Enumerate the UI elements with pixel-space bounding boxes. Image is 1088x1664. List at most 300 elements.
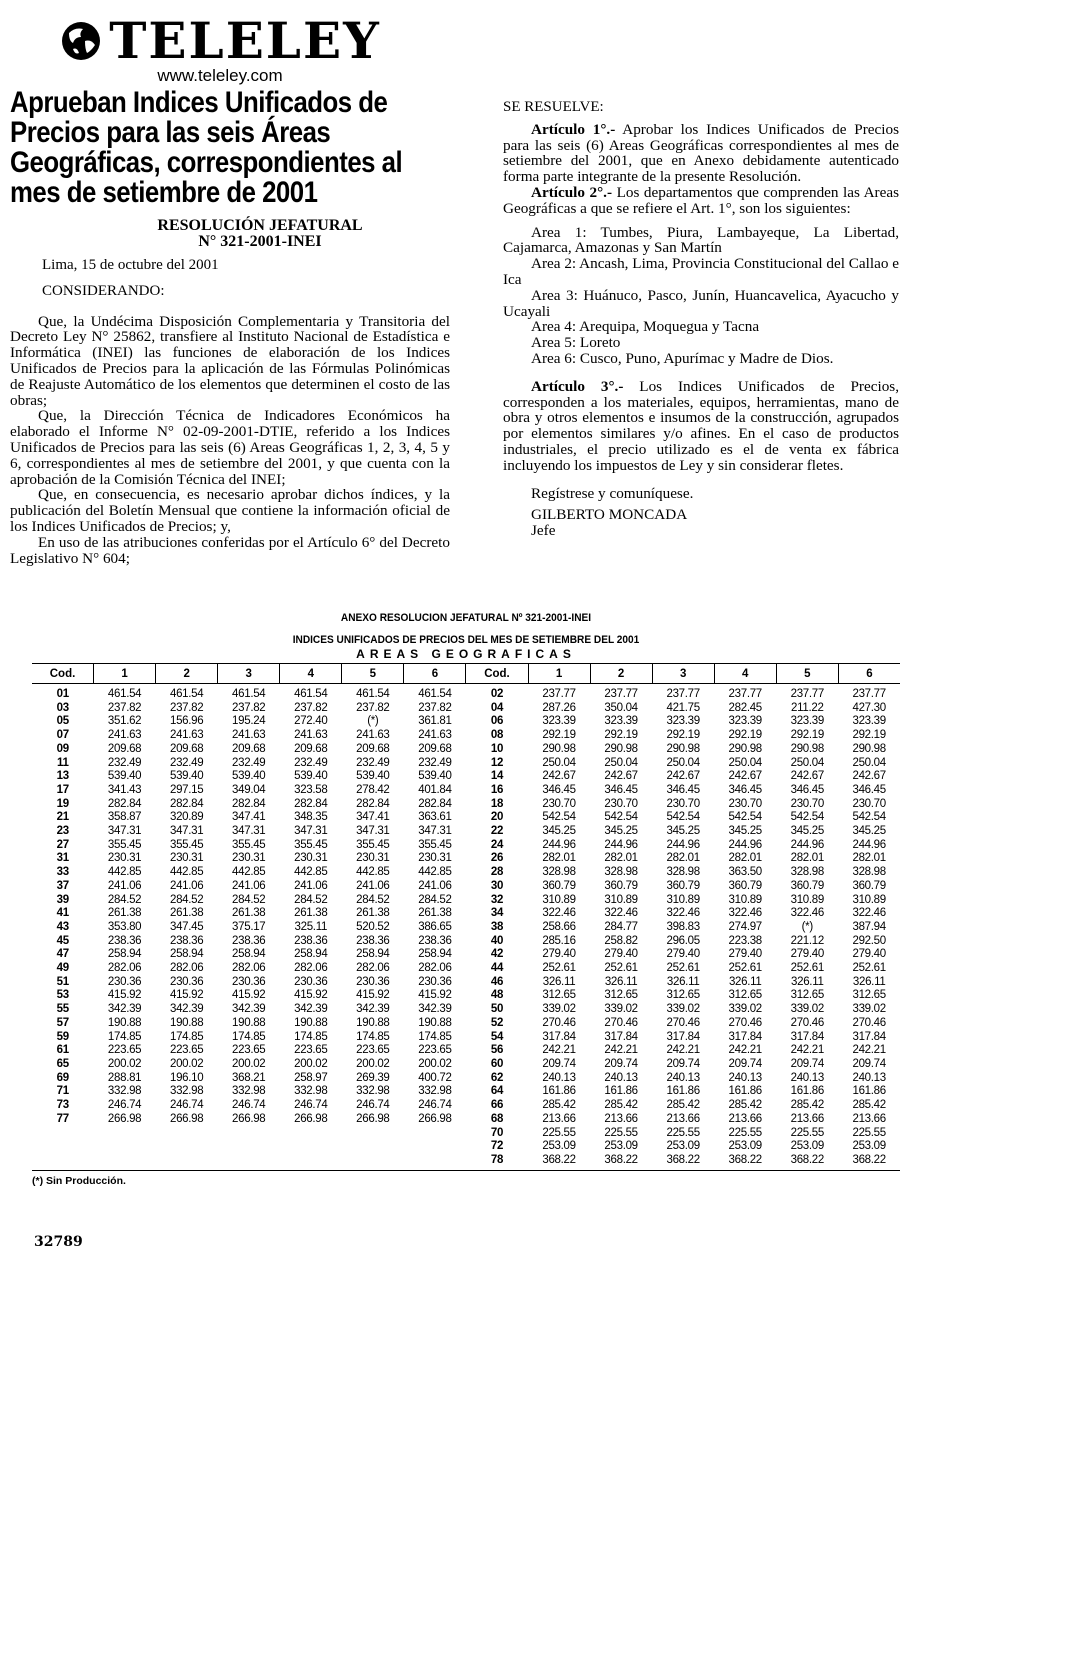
index-cell: 461.54 bbox=[232, 688, 266, 700]
index-cell: 290.98 bbox=[604, 742, 638, 755]
date-line: Lima, 15 de octubre del 2001 bbox=[42, 257, 219, 273]
table-row bbox=[32, 976, 900, 990]
table-row bbox=[32, 1113, 900, 1127]
index-cell: 282.06 bbox=[169, 962, 204, 975]
index-cell: 282.01 bbox=[666, 852, 700, 865]
empty-cell bbox=[94, 1140, 156, 1154]
index-cell: 238.36 bbox=[356, 934, 390, 947]
index-cell: 278.42 bbox=[356, 783, 390, 796]
index-cell: 258.94 bbox=[418, 948, 452, 961]
code-cell: 68 bbox=[490, 1112, 504, 1125]
index-cell: 209.74 bbox=[728, 1057, 762, 1070]
index-cell: 347.31 bbox=[356, 825, 390, 838]
index-cell: 241.06 bbox=[169, 879, 204, 892]
code-cell: 33 bbox=[56, 866, 69, 879]
index-cell: 230.36 bbox=[294, 975, 328, 988]
table-row bbox=[32, 784, 900, 798]
code-cell: 28 bbox=[490, 866, 504, 879]
index-cell: 232.49 bbox=[169, 756, 204, 769]
index-cell: 223.65 bbox=[294, 1044, 328, 1057]
code-cell: 20 bbox=[490, 811, 504, 824]
index-cell: 237.77 bbox=[728, 688, 762, 700]
index-cell: 253.09 bbox=[790, 1140, 824, 1153]
code-cell: 53 bbox=[56, 989, 69, 1002]
paragraph: Que, la Undécima Disposición Complementaria y Transitoria del Decreto Ley N° 25862, transfiere al Instituto Nacional de Estadística e Informática (INEI) las funciones de elaboración de los Indices Unificados de Precios para la aplicación de las Fórmulas Polinómicas de Reajuste Automático de los elementos que determinen el costo de las obras; bbox=[10, 312, 450, 409]
area-item: Area 6: Cusco, Puno, Apurímac y Madre de Dios. bbox=[531, 349, 834, 367]
index-cell: 328.98 bbox=[790, 866, 824, 879]
index-cell: 244.96 bbox=[542, 838, 576, 851]
code-cell: 40 bbox=[490, 934, 504, 947]
index-cell: 174.85 bbox=[169, 1030, 204, 1043]
index-cell: 312.65 bbox=[604, 989, 638, 1002]
code-cell: 34 bbox=[490, 907, 504, 920]
index-cell: 258.82 bbox=[604, 934, 638, 947]
index-cell: 539.40 bbox=[418, 770, 452, 783]
index-cell: 225.55 bbox=[542, 1126, 576, 1139]
table-row bbox=[32, 1140, 900, 1154]
table-row bbox=[32, 798, 900, 812]
resolution-number: N° 321-2001-INEI bbox=[198, 233, 322, 250]
index-cell: 342.39 bbox=[232, 1003, 266, 1016]
index-cell: 360.79 bbox=[728, 879, 762, 892]
index-cell: 461.54 bbox=[107, 688, 142, 700]
index-cell: 360.79 bbox=[542, 879, 576, 892]
index-cell: 200.02 bbox=[169, 1057, 204, 1070]
index-cell: 312.65 bbox=[852, 989, 886, 1002]
index-cell: 332.98 bbox=[107, 1085, 142, 1098]
index-cell: 230.36 bbox=[356, 975, 390, 988]
code-cell: 14 bbox=[490, 770, 504, 783]
index-cell: 258.94 bbox=[232, 948, 266, 961]
index-cell: 342.39 bbox=[356, 1003, 390, 1016]
empty-cell bbox=[280, 1140, 342, 1154]
considerando-paragraphs bbox=[10, 314, 450, 567]
index-cell: 266.98 bbox=[356, 1112, 390, 1125]
code-cell: 70 bbox=[490, 1126, 504, 1139]
index-cell: 161.86 bbox=[542, 1085, 576, 1098]
index-cell: 317.84 bbox=[728, 1030, 762, 1043]
index-cell: 282.84 bbox=[107, 797, 142, 810]
index-cell: 461.54 bbox=[418, 688, 452, 700]
index-cell: 190.88 bbox=[107, 1016, 142, 1029]
index-cell: 368.22 bbox=[838, 1154, 900, 1170]
code-cell: 50 bbox=[490, 1003, 504, 1016]
table-row bbox=[32, 1072, 900, 1086]
index-cell: 240.13 bbox=[542, 1071, 576, 1084]
index-cell: 209.68 bbox=[418, 742, 452, 755]
index-cell: 368.21 bbox=[232, 1071, 266, 1084]
index-cell: 346.45 bbox=[728, 783, 762, 796]
index-cell: 282.84 bbox=[356, 797, 390, 810]
index-cell: 237.82 bbox=[232, 701, 266, 714]
index-cell: 461.54 bbox=[169, 688, 204, 700]
index-cell: 442.85 bbox=[232, 866, 266, 879]
index-cell: 285.42 bbox=[542, 1099, 576, 1112]
code-cell: 55 bbox=[56, 1003, 69, 1016]
index-cell: 322.46 bbox=[604, 907, 638, 920]
code-cell: 06 bbox=[490, 715, 504, 728]
index-cell: 230.70 bbox=[790, 797, 824, 810]
code-cell: 42 bbox=[490, 948, 504, 961]
index-cell: 328.98 bbox=[666, 866, 700, 879]
index-cell: 253.09 bbox=[666, 1140, 700, 1153]
index-cell: 539.40 bbox=[107, 770, 142, 783]
index-cell: 246.74 bbox=[418, 1099, 452, 1112]
index-cell: 539.40 bbox=[169, 770, 204, 783]
index-cell: 279.40 bbox=[666, 948, 700, 961]
index-cell: 190.88 bbox=[356, 1016, 390, 1029]
index-cell: 282.84 bbox=[232, 797, 266, 810]
index-cell: 317.84 bbox=[666, 1030, 700, 1043]
index-cell: 270.46 bbox=[604, 1016, 638, 1029]
column-header: 3 bbox=[652, 664, 714, 684]
index-cell: 347.31 bbox=[169, 825, 204, 838]
index-cell: 368.22 bbox=[776, 1154, 838, 1170]
index-cell: 312.65 bbox=[542, 989, 576, 1002]
index-cell: 174.85 bbox=[294, 1030, 328, 1043]
index-cell: 323.39 bbox=[542, 715, 576, 728]
code-cell: 32 bbox=[490, 893, 504, 906]
article-2-text: Los departamentos que comprenden las Areas Geográficas a que se refiere el Art. 1°, son los siguientes: bbox=[503, 183, 900, 217]
considerando-label: CONSIDERANDO: bbox=[42, 282, 165, 299]
index-cell: 225.55 bbox=[666, 1126, 700, 1139]
table-row bbox=[32, 852, 900, 866]
code-cell: 07 bbox=[56, 729, 69, 742]
left-column bbox=[10, 88, 450, 566]
index-cell: 241.63 bbox=[294, 729, 328, 742]
index-cell: 284.52 bbox=[169, 893, 204, 906]
column-header: 6 bbox=[404, 664, 466, 684]
code-cell: 01 bbox=[56, 688, 69, 700]
index-cell: 461.54 bbox=[356, 688, 390, 700]
index-cell: 246.74 bbox=[232, 1099, 266, 1112]
index-cell: 274.97 bbox=[728, 920, 762, 933]
index-cell: 213.66 bbox=[666, 1112, 700, 1125]
index-cell: 326.11 bbox=[728, 975, 762, 988]
index-cell: 237.77 bbox=[542, 688, 576, 700]
index-cell: 174.85 bbox=[418, 1030, 452, 1043]
index-cell: 242.21 bbox=[728, 1044, 762, 1057]
index-cell: 230.31 bbox=[418, 852, 452, 865]
index-cell: 355.45 bbox=[107, 838, 142, 851]
index-cell: 252.61 bbox=[852, 962, 886, 975]
index-cell: 346.45 bbox=[852, 783, 886, 796]
website-url[interactable]: www.teleley.com bbox=[157, 66, 283, 85]
index-cell: 290.98 bbox=[666, 742, 700, 755]
index-cell: 442.85 bbox=[107, 866, 142, 879]
index-cell: 209.68 bbox=[107, 742, 142, 755]
index-cell: (*) bbox=[367, 715, 379, 728]
index-cell: 250.04 bbox=[852, 756, 886, 769]
index-cell: 240.13 bbox=[728, 1071, 762, 1084]
index-cell: 322.46 bbox=[728, 907, 762, 920]
index-cell: 241.63 bbox=[418, 729, 452, 742]
index-cell: 332.98 bbox=[418, 1085, 452, 1098]
index-cell: 223.65 bbox=[107, 1044, 142, 1057]
code-cell: 71 bbox=[56, 1085, 69, 1098]
table-row bbox=[32, 715, 900, 729]
index-cell: 349.04 bbox=[232, 783, 266, 796]
code-cell: 19 bbox=[56, 797, 69, 810]
index-cell: 290.98 bbox=[852, 742, 886, 755]
empty-cell bbox=[342, 1154, 404, 1170]
column-header: 6 bbox=[838, 664, 900, 684]
index-cell: 345.25 bbox=[728, 825, 762, 838]
code-cell: 02 bbox=[490, 688, 504, 700]
logo bbox=[55, 11, 385, 70]
index-cell: 244.96 bbox=[852, 838, 886, 851]
index-cell: 282.06 bbox=[294, 962, 328, 975]
index-cell: 250.04 bbox=[542, 756, 576, 769]
index-cell: 242.21 bbox=[542, 1044, 576, 1057]
index-cell: 292.19 bbox=[604, 729, 638, 742]
code-cell: 52 bbox=[490, 1016, 504, 1029]
index-cell: 292.19 bbox=[790, 729, 824, 742]
index-cell: 230.31 bbox=[232, 852, 266, 865]
empty-cell bbox=[280, 1154, 342, 1170]
index-cell: 282.01 bbox=[852, 852, 886, 865]
index-cell: 209.74 bbox=[852, 1057, 886, 1070]
code-cell: 65 bbox=[56, 1057, 69, 1070]
index-cell: 332.98 bbox=[356, 1085, 390, 1098]
index-cell: 237.82 bbox=[356, 701, 390, 714]
index-cell: 225.55 bbox=[604, 1126, 638, 1139]
index-cell: 252.61 bbox=[604, 962, 638, 975]
index-cell: 442.85 bbox=[356, 866, 390, 879]
index-cell: 363.61 bbox=[418, 811, 452, 824]
index-cell: 279.40 bbox=[852, 948, 886, 961]
index-cell: 252.61 bbox=[666, 962, 700, 975]
code-cell: 03 bbox=[56, 701, 69, 714]
code-cell: 24 bbox=[490, 838, 504, 851]
empty-cell bbox=[342, 1127, 404, 1141]
index-cell: 242.67 bbox=[852, 770, 886, 783]
index-cell: 292.19 bbox=[728, 729, 762, 742]
index-cell: 287.26 bbox=[542, 701, 576, 714]
code-cell: 59 bbox=[56, 1030, 69, 1043]
code-cell: 16 bbox=[490, 783, 504, 796]
empty-cell bbox=[94, 1127, 156, 1141]
index-cell: 310.89 bbox=[666, 893, 700, 906]
table-row bbox=[32, 811, 900, 825]
empty-cell bbox=[32, 1140, 94, 1154]
index-cell: 284.52 bbox=[356, 893, 390, 906]
index-cell: 253.09 bbox=[728, 1140, 762, 1153]
index-cell: 339.02 bbox=[666, 1003, 700, 1016]
index-cell: 332.98 bbox=[232, 1085, 266, 1098]
empty-cell bbox=[404, 1154, 466, 1170]
index-cell: 285.42 bbox=[666, 1099, 700, 1112]
index-cell: 347.31 bbox=[294, 825, 328, 838]
table-row bbox=[32, 729, 900, 743]
index-cell: 237.82 bbox=[294, 701, 328, 714]
article-1-text: Aprobar los Indices Unificados de Precios para las seis (6) Areas Geográficas correspondientes al mes de setiembre del 2001, que en Anexo debidamente autenticado forma parte integrante de la presente Resolución. bbox=[503, 120, 900, 186]
index-cell: 252.61 bbox=[542, 962, 576, 975]
index-cell: 542.54 bbox=[666, 811, 700, 824]
index-cell: 232.49 bbox=[356, 756, 390, 769]
index-cell: 332.98 bbox=[294, 1085, 328, 1098]
index-cell: 242.67 bbox=[604, 770, 638, 783]
globe-icon bbox=[59, 19, 103, 63]
index-cell: 266.98 bbox=[294, 1112, 328, 1125]
index-cell: 232.49 bbox=[107, 756, 142, 769]
index-cell: 355.45 bbox=[169, 838, 204, 851]
table-row bbox=[32, 880, 900, 894]
code-cell: 05 bbox=[56, 715, 69, 728]
table-row bbox=[32, 825, 900, 839]
index-cell: 542.54 bbox=[852, 811, 886, 824]
code-cell: 22 bbox=[490, 825, 504, 838]
code-cell: 09 bbox=[56, 742, 69, 755]
masthead bbox=[55, 11, 385, 86]
index-cell: 317.84 bbox=[790, 1030, 824, 1043]
index-cell: 230.70 bbox=[852, 797, 886, 810]
index-cell: 237.77 bbox=[852, 688, 886, 700]
index-cell: 339.02 bbox=[852, 1003, 886, 1016]
index-cell: 341.43 bbox=[107, 783, 142, 796]
index-cell: 322.46 bbox=[790, 907, 824, 920]
index-cell: 241.63 bbox=[107, 729, 142, 742]
index-cell: 250.04 bbox=[790, 756, 824, 769]
index-cell: 328.98 bbox=[604, 866, 638, 879]
index-cell: 270.46 bbox=[542, 1016, 576, 1029]
index-cell: 244.96 bbox=[604, 838, 638, 851]
index-cell: 347.41 bbox=[232, 811, 266, 824]
index-cell: 323.39 bbox=[790, 715, 824, 728]
index-cell: 195.24 bbox=[232, 715, 266, 728]
index-cell: 209.74 bbox=[666, 1057, 700, 1070]
code-cell: 45 bbox=[56, 934, 69, 947]
index-cell: 415.92 bbox=[294, 989, 328, 1002]
index-cell: 237.82 bbox=[107, 701, 142, 714]
index-cell: 250.04 bbox=[728, 756, 762, 769]
index-cell: 542.54 bbox=[728, 811, 762, 824]
index-cell: 200.02 bbox=[107, 1057, 142, 1070]
index-cell: 282.06 bbox=[418, 962, 452, 975]
index-cell: 241.63 bbox=[356, 729, 390, 742]
index-cell: 266.98 bbox=[418, 1112, 452, 1125]
index-cell: 237.77 bbox=[666, 688, 700, 700]
resolution-type: RESOLUCIÓN JEFATURAL bbox=[157, 217, 363, 234]
index-cell: 398.83 bbox=[666, 920, 700, 933]
index-cell: 368.22 bbox=[528, 1154, 590, 1170]
index-cell: 332.98 bbox=[169, 1085, 204, 1098]
index-cell: 209.68 bbox=[169, 742, 204, 755]
index-cell: 232.49 bbox=[418, 756, 452, 769]
indices-table bbox=[32, 663, 900, 1171]
column-header: Cod. bbox=[32, 664, 94, 684]
index-cell: 345.25 bbox=[542, 825, 576, 838]
index-cell: 230.31 bbox=[169, 852, 204, 865]
code-cell: 18 bbox=[490, 797, 504, 810]
table-header-row bbox=[32, 664, 900, 684]
index-cell: 415.92 bbox=[418, 989, 452, 1002]
index-cell: 258.94 bbox=[294, 948, 328, 961]
index-cell: 200.02 bbox=[418, 1057, 452, 1070]
code-cell: 30 bbox=[490, 879, 504, 892]
index-cell: 386.65 bbox=[418, 920, 452, 933]
empty-cell bbox=[32, 1154, 94, 1170]
index-cell: 242.21 bbox=[604, 1044, 638, 1057]
index-cell: 209.68 bbox=[356, 742, 390, 755]
empty-cell bbox=[156, 1154, 218, 1170]
table-body bbox=[32, 684, 900, 1171]
index-cell: 223.65 bbox=[232, 1044, 266, 1057]
code-cell: 37 bbox=[56, 879, 69, 892]
index-cell: 442.85 bbox=[418, 866, 452, 879]
index-cell: 230.36 bbox=[418, 975, 452, 988]
index-cell: 253.09 bbox=[604, 1140, 638, 1153]
code-cell: 49 bbox=[56, 962, 69, 975]
article-1 bbox=[503, 122, 899, 185]
code-cell: 57 bbox=[56, 1016, 69, 1029]
index-cell: 230.70 bbox=[604, 797, 638, 810]
code-cell: 31 bbox=[56, 852, 69, 865]
index-cell: 322.46 bbox=[666, 907, 700, 920]
index-cell: 347.31 bbox=[232, 825, 266, 838]
index-cell: 279.40 bbox=[790, 948, 824, 961]
index-cell: 415.92 bbox=[107, 989, 142, 1002]
index-cell: 223.38 bbox=[728, 934, 762, 947]
index-cell: 211.22 bbox=[791, 701, 824, 714]
index-cell: 317.84 bbox=[604, 1030, 638, 1043]
index-cell: 339.02 bbox=[604, 1003, 638, 1016]
empty-cell bbox=[156, 1127, 218, 1141]
index-cell: 200.02 bbox=[356, 1057, 390, 1070]
index-cell: 213.66 bbox=[542, 1112, 576, 1125]
index-cell: 368.22 bbox=[714, 1154, 776, 1170]
empty-cell bbox=[404, 1140, 466, 1154]
index-cell: 258.94 bbox=[107, 948, 142, 961]
index-cell: 190.88 bbox=[418, 1016, 452, 1029]
index-cell: 350.04 bbox=[604, 701, 638, 714]
index-cell: 323.39 bbox=[728, 715, 762, 728]
index-cell: 520.52 bbox=[356, 920, 390, 933]
index-cell: 342.39 bbox=[294, 1003, 328, 1016]
index-cell: 415.92 bbox=[232, 989, 266, 1002]
column-header: Cod. bbox=[466, 664, 528, 684]
index-cell: 223.65 bbox=[356, 1044, 390, 1057]
code-cell: 48 bbox=[490, 989, 504, 1002]
index-cell: 339.02 bbox=[790, 1003, 824, 1016]
table-row bbox=[32, 1099, 900, 1113]
index-cell: 161.86 bbox=[666, 1085, 700, 1098]
se-resuelve-label: SE RESUELVE: bbox=[503, 99, 604, 115]
code-cell: 54 bbox=[490, 1030, 504, 1043]
index-cell: 230.36 bbox=[232, 975, 266, 988]
index-cell: 161.86 bbox=[604, 1085, 638, 1098]
code-cell: 04 bbox=[490, 701, 504, 714]
column-header: 1 bbox=[528, 664, 590, 684]
index-cell: 213.66 bbox=[604, 1112, 638, 1125]
code-cell: 78 bbox=[466, 1154, 528, 1170]
index-cell: 238.36 bbox=[418, 934, 452, 947]
index-cell: 542.54 bbox=[604, 811, 638, 824]
code-cell: 62 bbox=[490, 1071, 504, 1084]
column-header: 5 bbox=[776, 664, 838, 684]
index-cell: 244.96 bbox=[790, 838, 824, 851]
index-cell: 284.52 bbox=[107, 893, 142, 906]
index-cell: 290.98 bbox=[790, 742, 824, 755]
index-cell: 360.79 bbox=[852, 879, 886, 892]
code-cell: 26 bbox=[490, 852, 504, 865]
index-cell: 209.74 bbox=[604, 1057, 638, 1070]
table-row bbox=[32, 757, 900, 771]
index-cell: 238.36 bbox=[294, 934, 328, 947]
table-row bbox=[32, 1003, 900, 1017]
empty-cell bbox=[218, 1140, 280, 1154]
closing: Regístrese y comuníquese. bbox=[531, 484, 694, 502]
